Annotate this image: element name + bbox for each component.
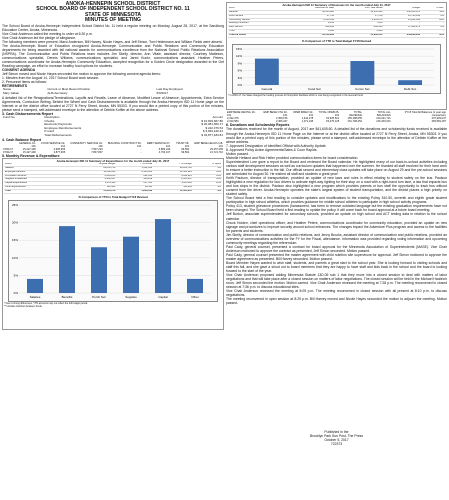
table-header: Fund bbox=[228, 7, 284, 10]
x-tick-label: Food Svc bbox=[308, 86, 321, 91]
paragraph: Motion passed. bbox=[226, 151, 249, 156]
paragraph: Jim Skelly, director of communication and public relations, and Jenny Brooks, assistant director of communication and public relations, provided an overview of communications activities for the FY for the Fiscal, attendance. Information was provided regarding voting information and upcoming community meetings regarding the referendum. bbox=[226, 232, 447, 245]
table-header: % Spent bbox=[193, 163, 222, 166]
paragraph: Jeff Simon moved and Nicole Hayes seconded the motion to approve the following consent agenda items: bbox=[2, 72, 161, 77]
section-heading: 4. Cash Balance Report bbox=[2, 137, 42, 142]
table-row: 07/01/17 15,427,448 3,905,956 7,507,223 - 5,882,246 99,592 25,257,255 bbox=[3, 147, 223, 151]
bar bbox=[59, 226, 75, 293]
paragraph: Michelle Hetland and Rick Heller provided communication items for board consideration. bbox=[226, 155, 359, 160]
retirements-table bbox=[2, 88, 224, 95]
bar bbox=[91, 247, 107, 293]
table-row: Food Service 17,756 17,760 25,795,958 0% bbox=[229, 14, 444, 17]
header-line-2: SCHOOL BOARD OF INDEPENDENT SCHOOL DISTRICT NO. 11 bbox=[36, 6, 190, 13]
paragraph: Paul Cady, general counsel presented the master agreement with child nutrition site supervisors for approval. Jeff Simon motioned to approve the master agreement as presented. Bill Harvey seconded. Motion passed. bbox=[226, 252, 447, 261]
table-header: FOOD SERVICE 02-101 bbox=[41, 141, 66, 148]
bar bbox=[187, 279, 203, 293]
y-tick-label: 0% bbox=[13, 290, 18, 295]
footnote: * In 2016-17, the State changed the funding process for Nonpublic Facilities which is now being recognized in the General Fund. bbox=[228, 93, 364, 97]
y-tick-label: 15% bbox=[235, 46, 242, 51]
cash-disbursements-table bbox=[2, 116, 224, 138]
table-row: Debt Service 939,230 889,130 37,944,278 2% bbox=[229, 25, 444, 29]
intro-paragraphs bbox=[2, 24, 224, 89]
table-header: DEBT SERVICE 07-101 bbox=[146, 141, 171, 148]
paragraph: The meeting reconvened in open session at 8:25 p.m. Bill Harvey moved and Nicole Hayes seconded the motion to adjourn the meeting. Motion passed. bbox=[226, 297, 447, 306]
table-row: P-Card $ 3,963,240.24 bbox=[44, 129, 223, 134]
table-header: Prior Year Actual bbox=[335, 7, 383, 10]
table-header: Amount bbox=[212, 114, 223, 119]
footnote: ** Includes transfers between funds. bbox=[4, 304, 43, 308]
chart-title: % Comparison of YTD to Total Budget FY18 Revised bbox=[301, 38, 372, 43]
paragraph: Jeff Burton, associate superintendent for secondary schools, provided an update on high school and ACT testing data in relation to the school calendar. bbox=[226, 212, 447, 221]
revenue-chart bbox=[233, 45, 438, 93]
x-tick-label: Purch Svc bbox=[92, 294, 106, 299]
paragraph: Vice Chair Anderson called the meeting to order at 6:30 p.m. bbox=[2, 31, 93, 36]
section-heading: 6. Donations and Scholarship Reports bbox=[226, 123, 290, 128]
table-row: Community Service 2,416,052 2,401,870 25,041,090 10% bbox=[229, 18, 444, 21]
y-tick-label: 5% bbox=[13, 273, 18, 278]
table-row: Total 51,335,378 4,860,198 51,335,378 9% bbox=[5, 189, 221, 192]
cash-balance-table bbox=[2, 142, 224, 154]
bar bbox=[123, 237, 139, 293]
table-row: Employee Benefits 11,381,024 2,105,631 11,381,024 19% bbox=[5, 170, 221, 173]
expenditure-table bbox=[4, 163, 222, 193]
x-tick-label: Capital bbox=[158, 294, 168, 299]
footnote: * Due to timing differences, YTD amounts may not reflect the full budget period. bbox=[4, 301, 88, 305]
table-row: Employee Reimbursements $ 222,376.54 bbox=[44, 125, 223, 130]
footer-line: Published in the bbox=[324, 430, 349, 435]
y-tick-label: 3% bbox=[237, 75, 242, 80]
table-header: YTD Budget bbox=[153, 163, 193, 166]
x-tick-label: Salaries bbox=[29, 294, 41, 299]
paragraph: 2. Personnel items as follows: bbox=[2, 80, 47, 85]
table-header: Month bbox=[4, 163, 68, 166]
paragraph: The School Board held a first reading to consider updates and modifications to the existing Policy 510.50, seventh and eighth grade student participation in high school athletics, which provides guidance for middle school athletes to participate in high school activity programs. bbox=[226, 196, 447, 205]
table-header: EMP BENE DENTAL 20-101 bbox=[227, 111, 256, 118]
table-header: COMMUNITY SERVICE 04-101 bbox=[70, 141, 103, 148]
figure-title: Anoka-Hennepin ISD 11 Summary of Revenues for the month ended July 31, 2017 bbox=[282, 3, 391, 7]
y-tick-label: 0% bbox=[237, 82, 242, 87]
paragraph: Vice Chair Anderson proposed adding Minnesota Statute 13D.05 sub 1 that they move into a closed session to deal with matters of labor negotiations and that will take place after a closed session on matters of labor negotiations. The closed session will be held in the Michael Haubrich room. Jeff Simon seconded the motion. Motion carried. Vice Chair Anderson recessed the meeting at 7:28 p.m. The meeting reconvened in closed session at 7:36 p.m. to discuss educational sites. bbox=[226, 273, 447, 290]
bar bbox=[255, 58, 279, 84]
right-paragraphs bbox=[226, 123, 447, 430]
footer-line: 722373 bbox=[330, 442, 343, 447]
table-header: OPEB IRREV 22-101 bbox=[292, 111, 314, 118]
expenditure-figure bbox=[2, 158, 224, 330]
paragraph: Superintendent Lore gave a report to the Board and reviewed the Board calendar. He highlighted many of our back-to-school activities including various staff development sessions as well as curriculum updates that happened over the summer. He thanked all staff involved for their hard work to ensure a better instruction in the fall. Our official second and elementary class updates will take place on August 29 and the pre-school sessions are scheduled for August 30. He wished all staff and students a great year! bbox=[226, 159, 447, 176]
table-row: General 38,415,820 36,951,420 358,953,970 11% bbox=[229, 10, 444, 13]
footer-line: October 5, 2017 bbox=[324, 438, 349, 443]
paragraph: Policy 413, student grievance procedures (harassment, has been to remove outdated language but the existing graduation requirements have not been changed. The School Board held a first reading to update the policy. It will come back for board approval at a future board meeting. bbox=[226, 204, 447, 213]
header-line-4: MINUTES OF MEETING bbox=[84, 17, 142, 24]
chart-box bbox=[232, 44, 441, 94]
figure-title: Anoka-Hennepin ISD 11 Summary of Expenditures for the month ended July 31, 2017 bbox=[56, 159, 170, 164]
table-row: Trust 3,360 3,320 - - bbox=[229, 29, 444, 32]
table-row: Purchased Services 6,094,815 801,450 6,094,815 13% bbox=[5, 174, 221, 177]
table-header: TOTAL REVENUE bbox=[349, 111, 362, 118]
y-tick-label: 12% bbox=[235, 53, 242, 58]
paragraph: The following members were present: Marci Anderson, Bill Harvey, Nicole Hayes, and Jeff Simon, Tom Heidemann and William Fields were absent. bbox=[2, 39, 223, 44]
section-heading: CONSENT AGENDA bbox=[2, 68, 36, 73]
table-header: GENERAL 01-101 bbox=[18, 141, 36, 148]
y-tick-label: 20% bbox=[11, 220, 18, 225]
table-header: EMP BENE HEALTH 18-101 bbox=[194, 141, 223, 148]
paragraph: The donations received for the month of August, 2017 are $41,605.60. A detailed list of the donations and scholarship funds received is available through the Anoka-Hennepin ISD 11 Home Page on the Internet or at the district office located at 2727 N Ferry Street, Anoka, MN 55303. If you would like a printed copy of this portion of the minutes, please send a stamped, self-addressed envelope to the attention of Debbie Koffler at the above address. bbox=[226, 127, 447, 144]
y-tick-label: 25% bbox=[11, 202, 18, 207]
table-header: TOTAL ALL BALANCES bbox=[376, 111, 391, 118]
paragraph: 1. Minutes from the August 14, 2017 School Board work session. bbox=[2, 76, 100, 81]
header-line-1: ANOKA-HENNEPIN SCHOOL DISTRICT bbox=[65, 1, 161, 7]
bar bbox=[27, 279, 43, 293]
table-row: Other Expenditures 511,604 20,113 511,604 4% bbox=[5, 185, 221, 189]
table-header: YTD Actual bbox=[116, 163, 153, 166]
paragraph: Chuck Holden, chief operations officer, and Heather Peters, communications coordinator for community education, provided an update on new signage and procedures to improve security around school entrances. The changes impact the Adventure Plus program and access to the facilities for parents and students. bbox=[226, 220, 447, 233]
x-tick-label: Supplies bbox=[125, 294, 137, 299]
y-tick-label: 6% bbox=[237, 68, 242, 73]
table-row: Checks $ 10,609,667.86 bbox=[44, 118, 223, 123]
table-row: Supplies & Materials 2,461,097 403,209 2,461,097 16% bbox=[5, 177, 221, 181]
table-row: Salaries 29,851,720 1,312,450 29,851,720 4% bbox=[5, 166, 221, 170]
y-tick-label: 15% bbox=[11, 238, 18, 243]
paragraph: A detailed list of the Resignations/Terminations, Layoffs and Recalls, Leave of Absence, Modified Leave of Absence, Appointments, Extra Service Agreements, Curriculum Writing, Behind the Wheel and Cash Disbursements is available through the Anoka-Hennepin ISD 11 Home page on the Internet or at the district office located at 2727 N Ferry Street, Anoka, MN 55303. If you would like a printed copy of this portion of the minutes, please send a stamped, self-addressed envelope to the attention of Debbie Koffler at the above address. bbox=[2, 95, 224, 112]
paragraph: Paul Cady, general counsel, presented a contract for board approval for the Minnesota Association of Superintendents (MASE). Vice Chair Anderson motioned to approve the contract as presented, Jeff Simon seconded. Motion passed. bbox=[226, 244, 447, 253]
table-header: Fund No. bbox=[3, 114, 16, 119]
table-row: Building Construct 9,051 7,610 - - bbox=[229, 21, 444, 25]
bar bbox=[155, 219, 171, 293]
table-header: Name bbox=[3, 87, 12, 92]
left-column bbox=[2, 2, 224, 330]
section-heading: RETIREMENTS bbox=[2, 84, 28, 89]
table-header: Revenue for Date bbox=[284, 7, 335, 10]
table-header: Description bbox=[44, 114, 60, 119]
y-tick-label: 9% bbox=[237, 61, 242, 66]
page-header bbox=[2, 2, 224, 24]
revenue-table bbox=[228, 7, 445, 37]
expenditure-chart bbox=[9, 201, 215, 301]
y-tick-label: 10% bbox=[11, 255, 18, 260]
paragraph: 7. Approved Designation of Identified Official with Authority Update. bbox=[226, 143, 327, 148]
paragraph: The School Board of Anoka-Hennepin Independent School District No. 11 held a regular meeting on Monday, August 28, 2017, at the Sandburg Education Center, Anoka, Minnesota. bbox=[2, 23, 224, 32]
table-row: Total Disbursements $ 34,877,183.81 bbox=[44, 132, 223, 137]
table-header: Original Budget bbox=[68, 163, 117, 166]
table-header: EMP BENE OTH 20-101 bbox=[263, 111, 288, 118]
table-header: Last Day Employed bbox=[156, 87, 183, 92]
paragraph: Vice Chair Anderson led the pledge of allegiance. bbox=[2, 35, 77, 40]
table-row: Electronic Payments $ 20,081,660.17 bbox=[44, 122, 223, 127]
bar bbox=[398, 80, 422, 85]
paragraph: The Anoka-Hennepin Board of Education recognized Anoka-Hennepin Communication and Public Relations and Community Education departments for being awarded with fall national awards for communications excellence from the National School Public Relations Association (NSPRA). The Communication and Public Relations team includes Jim Skelly, director, Ann Vitale, assistant director, Courtney Matteson, communications specialist, Dennis Wiliams, communications specialist, and Jared Kuntz, communications assistant. Heather Peters, communications coordinator for Anoka-Hennepin Community Education, accepted recognition for a Golden Circle designation awarded to the Get Reading campaign, an effort to increase healthy food options for students. bbox=[2, 43, 224, 69]
x-tick-label: Benefits bbox=[61, 294, 73, 299]
revenue-figure bbox=[226, 2, 447, 110]
paragraph: Board Member Hayes wanted to wish staff, students, and parents a great start to the school year. She is looking forward to visiting schools and staff this fall, and she gave a shout out to board members that they are happy to have staff and kids back in the school and the board is looking forward to the start of the year. bbox=[226, 261, 447, 274]
paragraph: Vice Chair Anderson recessed the meeting at 8:05 p.m. The meeting reconvened in closed session with all present at 8:10 p.m. to discuss negotiations. bbox=[226, 289, 447, 298]
table-header: % Rec. bbox=[421, 7, 445, 10]
chart-box bbox=[8, 200, 218, 302]
table-header: BUILDING CONSTRUCT 06-101 bbox=[107, 141, 142, 148]
table-row: Mary Jalkan AHS-Secretary 6/9/2017 bbox=[3, 91, 169, 96]
table-header: Budget bbox=[383, 7, 421, 10]
table-row: Capital Expenditures 1,035,118 217,345 1,035,118 21% bbox=[5, 181, 221, 185]
table-header: PY15 Total All Balances (1 year ago comparison) bbox=[404, 111, 446, 118]
publication-footer bbox=[226, 430, 447, 446]
header-line-3: STATE OF MINNESOTA bbox=[84, 11, 142, 18]
x-tick-label: Comm Svc bbox=[355, 86, 370, 91]
paragraph: Keith Paulson, director of transportation, provided an update of new laws and rules in effect relating to student safety on the bus. Paulson highlighted a new regulation for bus drivers to activate eight-way lighting for their stop on a road with a right-hand turn lane, a law that impacts bus and bus stops in the district. Paulson also highlighted a new program which provides parents or bus staff the opportunity to track bus without consent from the driver. Anoka-Hennepin operates the state's largest system of student transportation, and the district places a high priority on student safety. bbox=[226, 176, 447, 197]
chart-title: % Comparison of YTD to Total Budget FY18 Revised bbox=[78, 194, 148, 199]
table-header: TOTAL OPEB 25-101 bbox=[318, 111, 340, 118]
table-header: TRUST 08-101 bbox=[176, 141, 190, 148]
paragraph: 8. Approved Policy Action Agreements/Sales & Coon Rapids. bbox=[226, 147, 318, 152]
right-column bbox=[226, 2, 447, 446]
table-row: 2,320,580 2,456,327 1,371,195 63,475,125 151,798,452 215,200,031 265,569,187 bbox=[227, 120, 446, 124]
section-heading: 5. Monthly Revenue & Expenditure bbox=[2, 153, 60, 158]
x-tick-label: General bbox=[261, 86, 273, 91]
table-row: 2,332,475 2,459,156 1,442,278 63,625,521 155,188,055 219,021,721 270,309,037 bbox=[227, 117, 446, 121]
x-tick-label: Other bbox=[191, 294, 199, 299]
cash-balance-table-continued bbox=[226, 111, 447, 123]
table-header: Current or Most Recent Position bbox=[47, 87, 91, 92]
footer-line: Brooklyn Park Sun Post, The Press bbox=[309, 434, 364, 439]
table-row: 07/31/17 15,427,448 3,877,965 7,807,837 - 4,763,167 99,592 21,721,716 bbox=[3, 150, 223, 154]
x-tick-label: Debt Svc bbox=[404, 86, 417, 91]
table-row: Total All Funds 56,783,808 55,980,010 358,833,296 16% bbox=[229, 33, 444, 36]
bar bbox=[350, 61, 374, 85]
section-heading: 3. Cash Disbursements Report bbox=[2, 111, 53, 116]
